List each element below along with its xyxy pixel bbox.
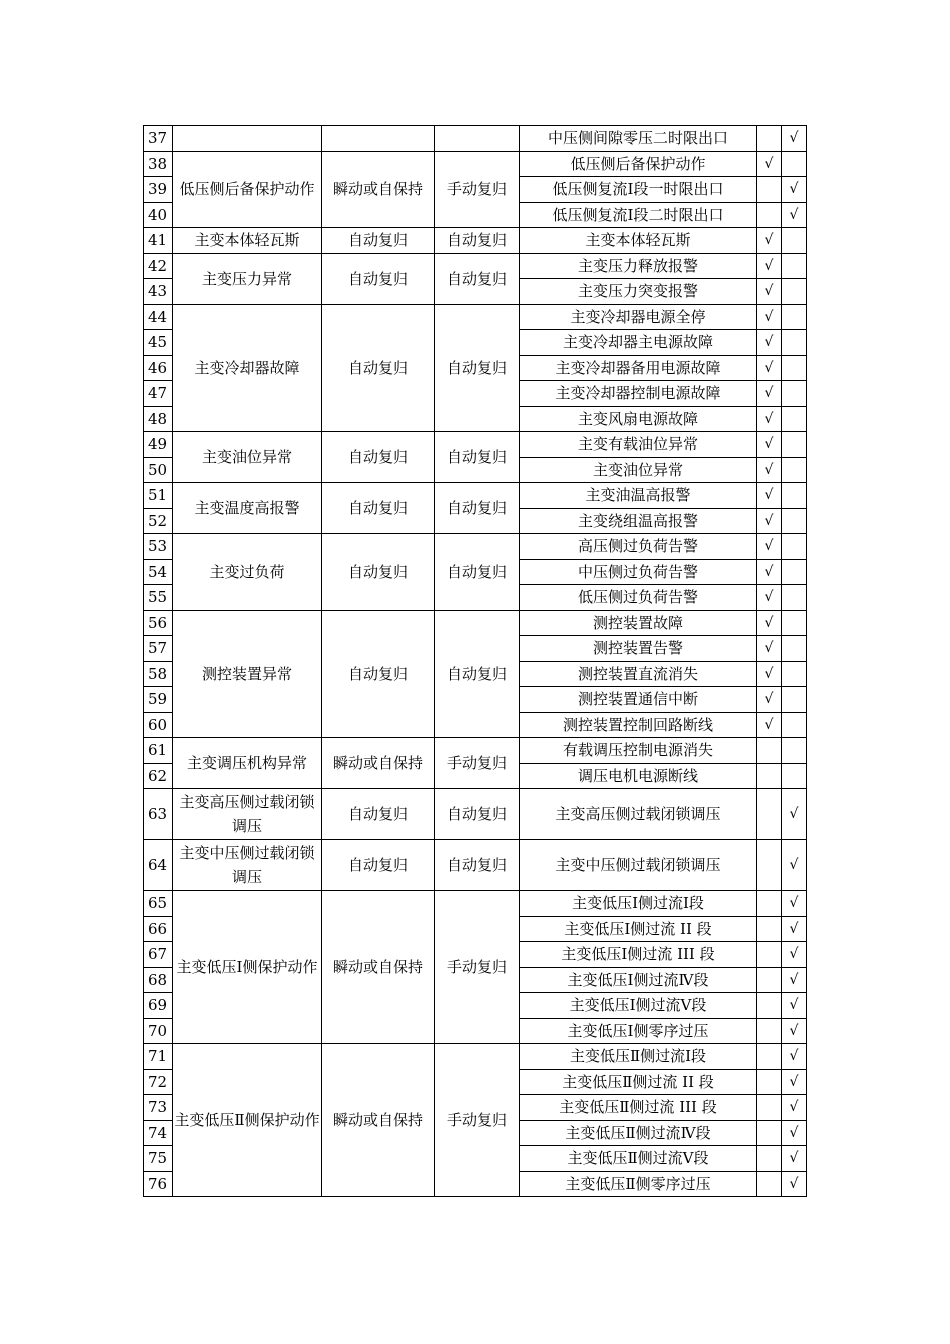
check-mark-2: √ xyxy=(782,967,807,993)
row-number: 64 xyxy=(144,840,173,891)
table-row xyxy=(144,789,807,840)
signal-name: 主变低压Ⅰ侧过流Ⅳ段 xyxy=(520,967,757,993)
check-mark-1: √ xyxy=(757,712,782,738)
signal-name: 主变本体轻瓦斯 xyxy=(520,228,757,254)
table-row xyxy=(144,483,807,509)
check-mark-2: √ xyxy=(782,993,807,1019)
row-number: 53 xyxy=(144,534,173,560)
signal-name: 低压侧复流Ⅰ段二时限出口 xyxy=(520,202,757,228)
reset-type xyxy=(435,126,520,152)
group-name: 主变低压Ⅰ侧保护动作 xyxy=(173,891,322,1044)
check-mark-1 xyxy=(757,789,782,840)
check-mark-1 xyxy=(757,1171,782,1197)
signal-name: 主变冷却器备用电源故障 xyxy=(520,355,757,381)
row-number: 45 xyxy=(144,330,173,356)
check-mark-2 xyxy=(782,738,807,764)
row-number: 61 xyxy=(144,738,173,764)
check-mark-1 xyxy=(757,177,782,203)
signal-name: 主变低压Ⅰ侧过流 III 段 xyxy=(520,942,757,968)
check-mark-1: √ xyxy=(757,355,782,381)
row-number: 69 xyxy=(144,993,173,1019)
check-mark-1 xyxy=(757,1120,782,1146)
row-number: 71 xyxy=(144,1044,173,1070)
signal-name: 测控装置直流消失 xyxy=(520,661,757,687)
reset-type: 自动复归 xyxy=(435,610,520,738)
row-number: 38 xyxy=(144,151,173,177)
check-mark-1: √ xyxy=(757,381,782,407)
signal-name: 主变低压Ⅰ侧过流 II 段 xyxy=(520,916,757,942)
group-name: 低压侧后备保护动作 xyxy=(173,151,322,228)
check-mark-1 xyxy=(757,763,782,789)
action-type: 自动复归 xyxy=(322,483,435,534)
check-mark-1: √ xyxy=(757,687,782,713)
signal-name: 主变绕组温高报警 xyxy=(520,508,757,534)
action-type: 瞬动或自保持 xyxy=(322,738,435,789)
group-name: 测控装置异常 xyxy=(173,610,322,738)
table-row xyxy=(144,151,807,177)
signal-name: 主变中压侧过载闭锁调压 xyxy=(520,840,757,891)
row-number: 54 xyxy=(144,559,173,585)
signal-name: 测控装置告警 xyxy=(520,636,757,662)
check-mark-2 xyxy=(782,687,807,713)
signal-name: 主变风扇电源故障 xyxy=(520,406,757,432)
signal-name: 主变低压Ⅱ侧零序过压 xyxy=(520,1171,757,1197)
row-number: 73 xyxy=(144,1095,173,1121)
group-name: 主变本体轻瓦斯 xyxy=(173,228,322,254)
check-mark-2 xyxy=(782,228,807,254)
check-mark-1 xyxy=(757,1069,782,1095)
row-number: 66 xyxy=(144,916,173,942)
check-mark-1 xyxy=(757,1018,782,1044)
check-mark-1: √ xyxy=(757,508,782,534)
reset-type: 手动复归 xyxy=(435,738,520,789)
table-row xyxy=(144,228,807,254)
check-mark-1 xyxy=(757,916,782,942)
check-mark-1 xyxy=(757,993,782,1019)
reset-type: 自动复归 xyxy=(435,253,520,304)
group-name: 主变调压机构异常 xyxy=(173,738,322,789)
row-number: 70 xyxy=(144,1018,173,1044)
signal-name: 调压电机电源断线 xyxy=(520,763,757,789)
check-mark-1: √ xyxy=(757,610,782,636)
check-mark-2: √ xyxy=(782,1120,807,1146)
check-mark-2: √ xyxy=(782,891,807,917)
check-mark-2 xyxy=(782,534,807,560)
check-mark-1: √ xyxy=(757,534,782,560)
signal-name: 主变高压侧过载闭锁调压 xyxy=(520,789,757,840)
row-number: 41 xyxy=(144,228,173,254)
action-type: 自动复归 xyxy=(322,610,435,738)
reset-type: 自动复归 xyxy=(435,534,520,611)
signal-name: 中压侧间隙零压二时限出口 xyxy=(520,126,757,152)
check-mark-2 xyxy=(782,483,807,509)
check-mark-2: √ xyxy=(782,1044,807,1070)
signal-name: 高压侧过负荷告警 xyxy=(520,534,757,560)
check-mark-1 xyxy=(757,126,782,152)
group-name: 主变高压侧过载闭锁调压 xyxy=(173,789,322,840)
signal-name: 中压侧过负荷告警 xyxy=(520,559,757,585)
row-number: 63 xyxy=(144,789,173,840)
action-type: 自动复归 xyxy=(322,432,435,483)
group-name: 主变温度高报警 xyxy=(173,483,322,534)
check-mark-1: √ xyxy=(757,457,782,483)
check-mark-1: √ xyxy=(757,559,782,585)
signal-name: 主变低压Ⅱ侧过流Ⅳ段 xyxy=(520,1120,757,1146)
check-mark-1 xyxy=(757,967,782,993)
signal-name: 主变有载油位异常 xyxy=(520,432,757,458)
table-row xyxy=(144,304,807,330)
check-mark-2: √ xyxy=(782,916,807,942)
signal-name: 主变冷却器电源全停 xyxy=(520,304,757,330)
table-row xyxy=(144,610,807,636)
check-mark-2: √ xyxy=(782,1018,807,1044)
check-mark-1: √ xyxy=(757,406,782,432)
table-row xyxy=(144,253,807,279)
signal-name: 主变低压Ⅰ侧零序过压 xyxy=(520,1018,757,1044)
check-mark-2: √ xyxy=(782,1095,807,1121)
action-type: 瞬动或自保持 xyxy=(322,891,435,1044)
signal-name: 主变低压Ⅱ侧过流 III 段 xyxy=(520,1095,757,1121)
reset-type: 自动复归 xyxy=(435,432,520,483)
check-mark-2 xyxy=(782,381,807,407)
check-mark-2: √ xyxy=(782,942,807,968)
group-name: 主变油位异常 xyxy=(173,432,322,483)
group-name: 主变压力异常 xyxy=(173,253,322,304)
reset-type: 自动复归 xyxy=(435,840,520,891)
action-type: 自动复归 xyxy=(322,840,435,891)
signal-name: 测控装置故障 xyxy=(520,610,757,636)
check-mark-1 xyxy=(757,1095,782,1121)
check-mark-1: √ xyxy=(757,483,782,509)
row-number: 62 xyxy=(144,763,173,789)
check-mark-2: √ xyxy=(782,1146,807,1172)
check-mark-2 xyxy=(782,432,807,458)
check-mark-1 xyxy=(757,202,782,228)
check-mark-2 xyxy=(782,355,807,381)
check-mark-2: √ xyxy=(782,1171,807,1197)
row-number: 50 xyxy=(144,457,173,483)
row-number: 65 xyxy=(144,891,173,917)
check-mark-1 xyxy=(757,891,782,917)
row-number: 42 xyxy=(144,253,173,279)
table-row xyxy=(144,738,807,764)
row-number: 55 xyxy=(144,585,173,611)
action-type: 瞬动或自保持 xyxy=(322,1044,435,1197)
check-mark-2 xyxy=(782,559,807,585)
action-type: 自动复归 xyxy=(322,304,435,432)
signal-name: 主变低压Ⅱ侧过流 II 段 xyxy=(520,1069,757,1095)
reset-type: 自动复归 xyxy=(435,304,520,432)
table-row xyxy=(144,534,807,560)
action-type: 自动复归 xyxy=(322,789,435,840)
row-number: 49 xyxy=(144,432,173,458)
signal-name: 主变油位异常 xyxy=(520,457,757,483)
check-mark-1 xyxy=(757,942,782,968)
group-name: 主变中压侧过载闭锁调压 xyxy=(173,840,322,891)
check-mark-1: √ xyxy=(757,585,782,611)
check-mark-2 xyxy=(782,151,807,177)
reset-type: 自动复归 xyxy=(435,483,520,534)
row-number: 40 xyxy=(144,202,173,228)
row-number: 58 xyxy=(144,661,173,687)
row-number: 59 xyxy=(144,687,173,713)
signal-name: 主变油温高报警 xyxy=(520,483,757,509)
check-mark-1 xyxy=(757,1044,782,1070)
reset-type: 自动复归 xyxy=(435,789,520,840)
check-mark-2 xyxy=(782,636,807,662)
check-mark-2 xyxy=(782,508,807,534)
check-mark-2 xyxy=(782,661,807,687)
check-mark-1: √ xyxy=(757,151,782,177)
check-mark-2 xyxy=(782,763,807,789)
reset-type: 手动复归 xyxy=(435,151,520,228)
reset-type: 自动复归 xyxy=(435,228,520,254)
row-number: 43 xyxy=(144,279,173,305)
check-mark-1: √ xyxy=(757,636,782,662)
row-number: 75 xyxy=(144,1146,173,1172)
check-mark-2: √ xyxy=(782,126,807,152)
table-row xyxy=(144,432,807,458)
table-row xyxy=(144,840,807,891)
group-name: 主变过负荷 xyxy=(173,534,322,611)
group-name: 主变低压Ⅱ侧保护动作 xyxy=(173,1044,322,1197)
row-number: 47 xyxy=(144,381,173,407)
row-number: 48 xyxy=(144,406,173,432)
check-mark-1: √ xyxy=(757,330,782,356)
check-mark-2: √ xyxy=(782,840,807,891)
reset-type: 手动复归 xyxy=(435,1044,520,1197)
row-number: 56 xyxy=(144,610,173,636)
check-mark-1 xyxy=(757,738,782,764)
row-number: 76 xyxy=(144,1171,173,1197)
signal-name: 主变冷却器主电源故障 xyxy=(520,330,757,356)
table-row xyxy=(144,891,807,917)
check-mark-2 xyxy=(782,304,807,330)
signal-name: 有载调压控制电源消失 xyxy=(520,738,757,764)
check-mark-1: √ xyxy=(757,279,782,305)
check-mark-2: √ xyxy=(782,789,807,840)
row-number: 37 xyxy=(144,126,173,152)
group-name xyxy=(173,126,322,152)
check-mark-2 xyxy=(782,330,807,356)
check-mark-2: √ xyxy=(782,202,807,228)
signal-name: 主变低压Ⅰ侧过流Ⅰ段 xyxy=(520,891,757,917)
check-mark-2 xyxy=(782,253,807,279)
row-number: 39 xyxy=(144,177,173,203)
action-type xyxy=(322,126,435,152)
check-mark-1 xyxy=(757,1146,782,1172)
check-mark-2 xyxy=(782,279,807,305)
signal-table xyxy=(143,125,807,1197)
check-mark-2 xyxy=(782,406,807,432)
check-mark-1: √ xyxy=(757,304,782,330)
check-mark-2: √ xyxy=(782,177,807,203)
check-mark-2 xyxy=(782,585,807,611)
table-row xyxy=(144,1044,807,1070)
row-number: 60 xyxy=(144,712,173,738)
action-type: 瞬动或自保持 xyxy=(322,151,435,228)
check-mark-2: √ xyxy=(782,1069,807,1095)
check-mark-2 xyxy=(782,610,807,636)
signal-name: 低压侧后备保护动作 xyxy=(520,151,757,177)
signal-name: 测控装置控制回路断线 xyxy=(520,712,757,738)
row-number: 72 xyxy=(144,1069,173,1095)
check-mark-2 xyxy=(782,457,807,483)
row-number: 74 xyxy=(144,1120,173,1146)
row-number: 57 xyxy=(144,636,173,662)
row-number: 51 xyxy=(144,483,173,509)
signal-name: 低压侧复流Ⅰ段一时限出口 xyxy=(520,177,757,203)
check-mark-1: √ xyxy=(757,253,782,279)
signal-name: 低压侧过负荷告警 xyxy=(520,585,757,611)
reset-type: 手动复归 xyxy=(435,891,520,1044)
row-number: 52 xyxy=(144,508,173,534)
group-name: 主变冷却器故障 xyxy=(173,304,322,432)
signal-name: 主变低压Ⅰ侧过流Ⅴ段 xyxy=(520,993,757,1019)
action-type: 自动复归 xyxy=(322,534,435,611)
signal-name: 主变冷却器控制电源故障 xyxy=(520,381,757,407)
signal-name: 测控装置通信中断 xyxy=(520,687,757,713)
row-number: 46 xyxy=(144,355,173,381)
signal-name: 主变压力释放报警 xyxy=(520,253,757,279)
row-number: 67 xyxy=(144,942,173,968)
row-number: 44 xyxy=(144,304,173,330)
check-mark-2 xyxy=(782,712,807,738)
check-mark-1: √ xyxy=(757,432,782,458)
check-mark-1: √ xyxy=(757,228,782,254)
signal-name: 主变压力突变报警 xyxy=(520,279,757,305)
row-number: 68 xyxy=(144,967,173,993)
check-mark-1: √ xyxy=(757,661,782,687)
check-mark-1 xyxy=(757,840,782,891)
table-row xyxy=(144,126,807,152)
action-type: 自动复归 xyxy=(322,228,435,254)
signal-name: 主变低压Ⅱ侧过流Ⅰ段 xyxy=(520,1044,757,1070)
signal-name: 主变低压Ⅱ侧过流Ⅴ段 xyxy=(520,1146,757,1172)
action-type: 自动复归 xyxy=(322,253,435,304)
